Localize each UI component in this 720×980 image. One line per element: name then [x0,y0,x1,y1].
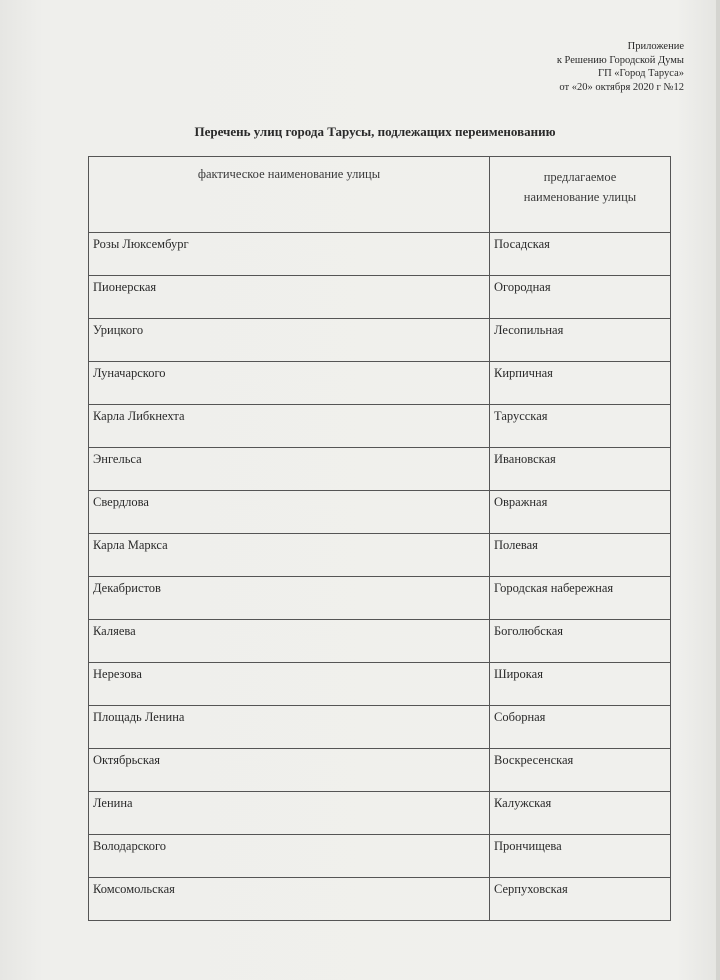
proposed-street-name: Широкая [490,663,671,706]
table-row [89,749,671,792]
table-row [89,491,671,534]
current-street-name: Нерезова [89,663,490,706]
proposed-street-name: Посадская [490,233,671,276]
document-title: Перечень улиц города Тарусы, подлежащих переименованию [194,124,556,139]
current-street-name: Комсомольская [89,878,490,921]
col-proposed-header-line-1: предлагаемое [543,170,617,184]
table-row [89,663,671,706]
streets-table [88,156,671,921]
current-street-name: Энгельса [89,448,490,491]
table-row [89,706,671,749]
current-street-name: Урицкого [89,319,490,362]
table-row [89,448,671,491]
col-proposed-header-line-2: наименование улицы [523,190,637,204]
proposed-street-name: Соборная [490,706,671,749]
table-header-row [89,157,671,233]
proposed-street-name: Ивановская [490,448,671,491]
proposed-street-name: Боголюбская [490,620,671,663]
proposed-street-name: Прончищева [490,835,671,878]
current-street-name: Ленина [89,792,490,835]
table-row [89,233,671,276]
current-street-name: Октябрьская [89,749,490,792]
table-row [89,835,671,878]
proposed-street-name: Лесопильная [490,319,671,362]
appendix-header [557,40,684,94]
current-street-name: Луначарского [89,362,490,405]
current-street-name: Карла Либкнехта [89,405,490,448]
current-street-name: Карла Маркса [89,534,490,577]
proposed-street-name: Огородная [490,276,671,319]
proposed-street-name: Воскресенская [490,749,671,792]
proposed-street-name: Городская набережная [490,577,671,620]
proposed-street-name: Овражная [490,491,671,534]
table-row [89,319,671,362]
table-row [89,878,671,921]
col-proposed-name-header [490,157,671,233]
table-row [89,792,671,835]
table-row [89,620,671,663]
col-current-name-header: фактическое наименование улицы [89,157,490,233]
header-line-2: к Решению Городской Думы [556,54,684,66]
proposed-street-name: Тарусская [490,405,671,448]
proposed-street-name: Кирпичная [490,362,671,405]
page-edge [716,0,720,980]
current-street-name: Розы Люксембург [89,233,490,276]
header-line-4: от «20» октября 2020 г №12 [559,81,684,93]
header-line-1: Приложение [627,41,684,52]
header-line-3: ГП «Город Таруса» [598,68,684,79]
table-row [89,534,671,577]
proposed-street-name: Серпуховская [490,878,671,921]
proposed-street-name: Калужская [490,792,671,835]
table-row [89,577,671,620]
current-street-name: Свердлова [89,491,490,534]
proposed-street-name: Полевая [490,534,671,577]
current-street-name: Володарского [89,835,490,878]
table-row [89,362,671,405]
table-row [89,405,671,448]
current-street-name: Пионерская [89,276,490,319]
current-street-name: Каляева [89,620,490,663]
current-street-name: Декабристов [89,577,490,620]
table-row [89,276,671,319]
current-street-name: Площадь Ленина [89,706,490,749]
